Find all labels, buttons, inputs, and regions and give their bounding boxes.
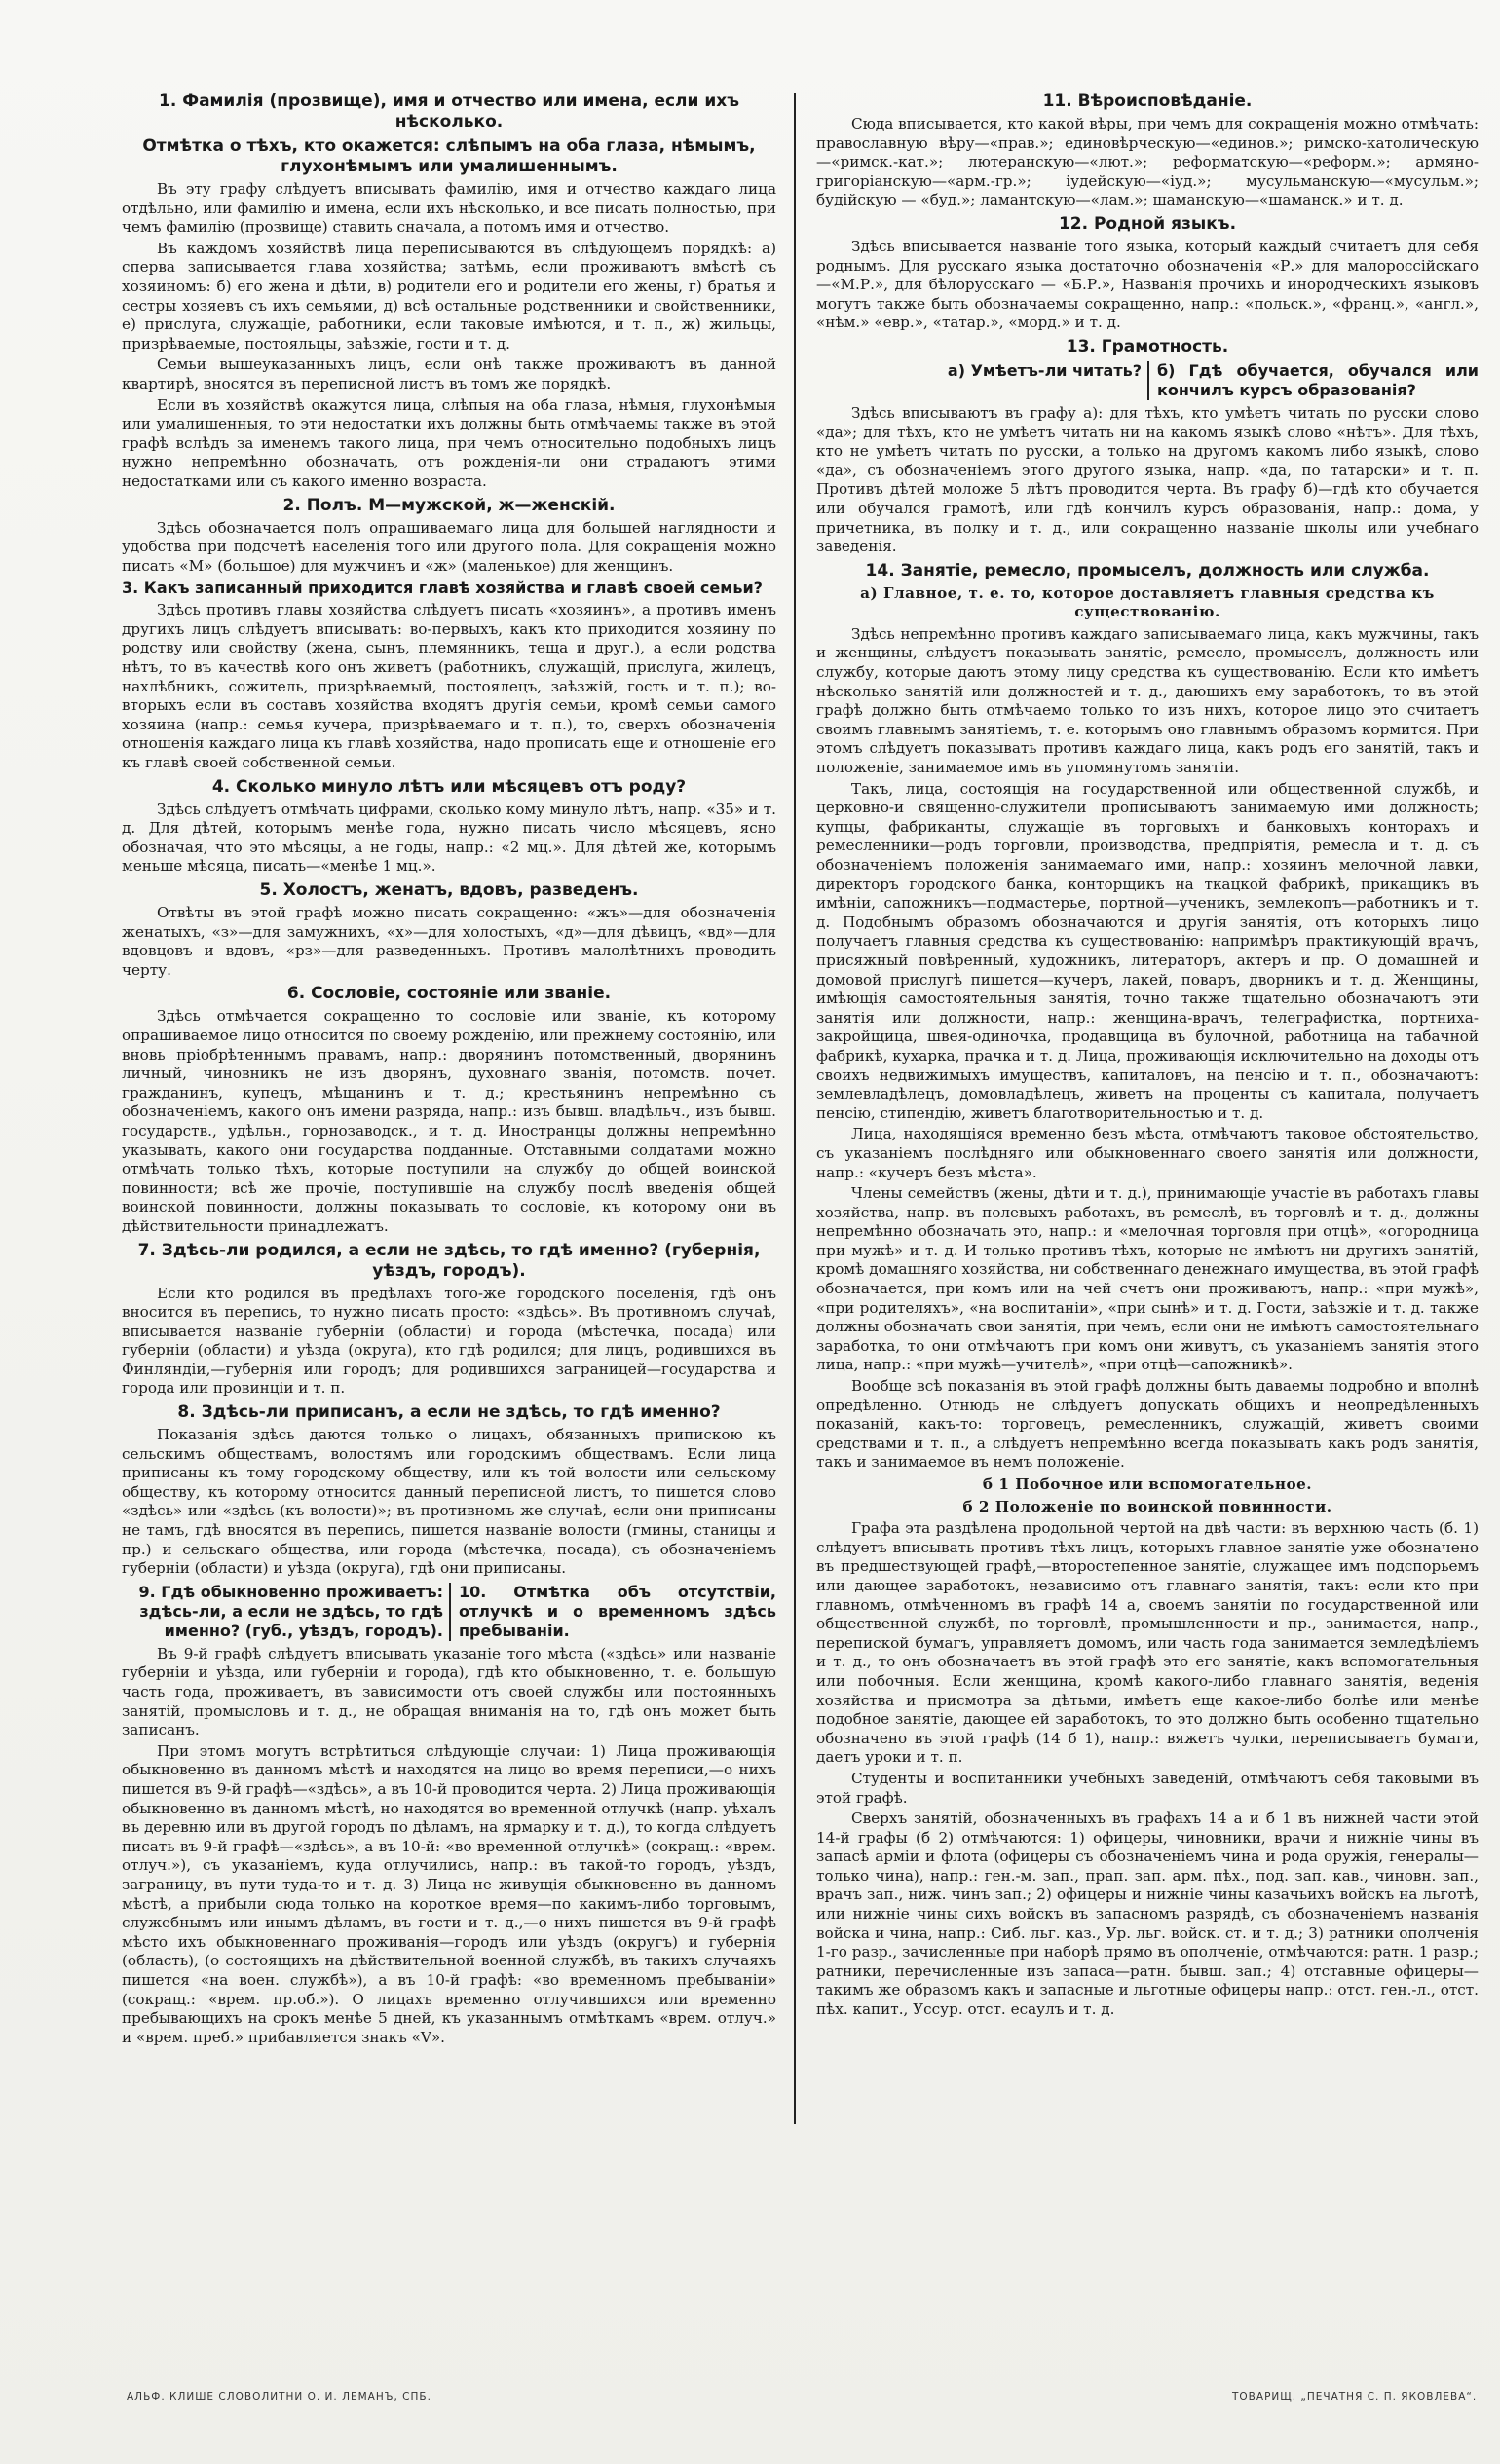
column-divider	[794, 93, 796, 2124]
paragraph: Въ каждомъ хозяйствѣ лица переписываются въ слѣдующемъ порядкѣ: а) сперва записывается глава хозяйства; затѣмъ, если проживаютъ вмѣстѣ съ хозяиномъ: б) его жена и дѣти, в) родители его и родители его жены, г) братья и сестры хозяевъ съ ихъ семьями, д) всѣ остальные родственники и свойственники, е) прислуга, служащіе, работники, если таковые имѣются, и т. п., ж) жильцы, призрѣваемые, постояльцы, заѣзжіе, гости и т. д.	[122, 239, 776, 353]
paragraph: Въ эту графу слѣдуетъ вписывать фамилію, имя и отчество каждаго лица отдѣльно, или фамилію и имена, если ихъ нѣсколько, и все писать полностью, при чемъ фамилію (прозвище) ставить сначала, а потомъ имя и отчество.	[122, 180, 776, 237]
section-heading-10: 10. Отмѣтка объ отсутствіи, отлучкѣ и о временномъ здѣсь пребываніи.	[449, 1583, 776, 1641]
paragraph: Въ 9-й графѣ слѣдуетъ вписывать указаніе того мѣста («здѣсь» или названіе губерніи и уѣзда, или губерніи и города), гдѣ кто обыкновенно, т. е. большую часть года, проживаетъ, въ зависимости отъ своей службы или постоянныхъ занятій, промысловъ и т. д., не обращая вниманія на то, гдѣ онъ может быть записанъ.	[122, 1644, 776, 1739]
paragraph: Если въ хозяйствѣ окажутся лица, слѣпыя на оба глаза, нѣмыя, глухонѣмыя или умалишенныя, то эти недостатки ихъ должны быть отмѣчаемы также въ этой графѣ вслѣдъ за именемъ такого лица, при чемъ относительно подобныхъ лицъ нужно непремѣнно обозначать, отъ рожденія-ли они страдаютъ этими недостатками или съ какого именно возраста.	[122, 395, 776, 490]
section-heading-1: 1. Фамилія (прозвище), имя и отчество или имена, если ихъ нѣсколько.	[159, 92, 739, 131]
section-subheading-14b1: б 1 Побочное или вспомогательное.	[982, 1475, 1313, 1493]
printer-credit-left: АЛЬФ. КЛИШЕ СЛОВОЛИТНИ О. И. ЛЕМАНЪ, СПБ.	[127, 2391, 431, 2403]
paragraph: Лица, находящіяся временно безъ мѣста, отмѣчаютъ таковое обстоятельство, съ указаніемъ послѣдняго или обыкновеннаго своего занятія или должности, напр.: «кучеръ безъ мѣста».	[816, 1125, 1479, 1181]
section-heading-13b: б) Гдѣ обучается, обучался или кончилъ курсъ образованія?	[1147, 361, 1479, 400]
headings-9-10	[122, 1583, 776, 1641]
paragraph: Такъ, лица, состоящія на государственной или общественной службѣ, и церковно-и священно-служители прописываютъ занимаемую ими должность; купцы, фабриканты, служащіе въ торговыхъ и банковыхъ конторахъ и ремесленники—родъ торговли, производства, предпріятія, ремесла и т. д. съ обозначеніемъ положенія занимаемаго ими, напр.: хозяинъ мелочной лавки, директоръ городского банка, конторщикъ на ткацкой фабрикѣ, прикащикъ въ имѣніи, сапожникъ—подмастерье, портной—ученикъ, землекопъ—работникъ и т. д. Подобнымъ образомъ обозначаются и другія занятія, отъ которыхъ лицо получаетъ главныя средства къ существованію: напримѣръ практикующій врачъ, присяжный повѣренный, художникъ, литераторъ, актеръ и пр. О домашней и домовой прислугѣ пишется—кучеръ, лакей, поваръ, дворникъ и т. д. Женщины, имѣющія самостоятельныя занятія, точно также тщательно обозначаютъ эти занятія или должности, напр.: женщина-врачъ, телеграфистка, портниха-закройщица, швея-одиночка, продавщица въ булочной, работница на табачной фабрикѣ, кухарка, прачка и т. д. Лица, проживающія исключительно на доходы отъ своихъ недвижимыхъ имуществъ, капиталовъ, на пенсію и т. п., обозначаютъ: землевладѣлецъ, домовладѣлецъ, живетъ на проценты съ капитала, получаетъ пенсію, стипендію, живетъ благотворительностью и т. д.	[816, 779, 1479, 1122]
paragraph: Отвѣты въ этой графѣ можно писать сокращенно: «жъ»—для обозначенія женатыхъ, «з»—для замужнихъ, «х»—для холостыхъ, «д»—для дѣвицъ, «вд»—для вдовцовъ и вдовъ, «рз»—для разведенныхъ. Противъ малолѣтнихъ проводить черту.	[122, 904, 776, 979]
paragraph: При этомъ могутъ встрѣтиться слѣдующіе случаи: 1) Лица проживающія обыкновенно въ данномъ мѣстѣ и находятся на лицо во время переписи,—о нихъ пишется въ 9-й графѣ—«здѣсь», а въ 10-й проводится черта. 2) Лица проживающія обыкновенно въ данномъ мѣстѣ, но находятся во временной отлучкѣ (напр. уѣхалъ въ деревню или въ другой городъ по дѣламъ, на ярмарку и т. д.), то когда слѣдуетъ писать въ 9-й графѣ—«здѣсь», а въ 10-й: «во временной отлучкѣ» (сокращ.: «врем. отлуч.»), съ указаніемъ, куда отлучились, напр.: въ такой-то городъ, уѣздъ, заграницу, въ пути туда-то и т. д. 3) Лица не живущія обыкновенно въ данномъ мѣстѣ, а прибыли сюда только на короткое время—по какимъ-либо торговымъ, служебнымъ или инымъ дѣламъ, въ гости и т. д.,—о нихъ пишется въ 9-й графѣ мѣсто ихъ обыкновеннаго проживанія—городъ или уѣздъ (округъ) и губернія (область), (о состоящихъ на дѣйствительной военной службѣ, въ такихъ случаяхъ пишется «на воен. службѣ»), а въ 10-й графѣ: «во временномъ пребываніи» (сокращ.: «врем. пр.об.»). О лицахъ временно отлучившихся или временно пребывающихъ на срокъ менѣе 5 дней, къ указаннымъ отмѣткамъ «врем. отлуч.» и «врем. преб.» прибавляется знакъ «V».	[122, 1741, 776, 2046]
paragraph: Здѣсь непремѣнно противъ каждаго записываемаго лица, какъ мужчины, такъ и женщины, слѣдуетъ показывать занятіе, ремесло, промыселъ, должность или службу, которые даютъ этому лицу средства къ существованію. Если кто имѣетъ нѣсколько занятій или должностей и т. д., дающихъ ему заработокъ, то въ этой графѣ должно быть отмѣчаемо только то изъ нихъ, которое лицо это считаетъ своимъ главнымъ занятіемъ, т. е. которымъ оно главнымъ образомъ кормится. При этомъ слѣдуетъ показывать противъ каждаго лица, какъ родъ его занятій, такъ и положеніе, занимаемое имъ въ упомянутомъ занятіи.	[816, 624, 1479, 777]
section-subheading-14b2: б 2 Положеніе по воинской повинности.	[962, 1497, 1332, 1515]
paragraph: Студенты и воспитанники учебныхъ заведеній, отмѣчаютъ себя таковыми въ этой графѣ.	[816, 1769, 1479, 1807]
section-heading-8: 8. Здѣсь-ли приписанъ, а если не здѣсь, то гдѣ именно?	[177, 1402, 721, 1423]
section-heading-6: 6. Сословіе, состояніе или званіе.	[286, 984, 612, 1004]
section-subheading-1: Отмѣтка о тѣхъ, кто окажется: слѣпымъ на оба глаза, нѣмымъ, глухонѣмымъ или умалишеннымъ.	[142, 136, 756, 176]
paragraph: Здѣсь противъ главы хозяйства слѣдуетъ писать «хозяинъ», а противъ именъ другихъ лицъ слѣдуетъ вписывать: во-первыхъ, какъ кто приходится хозяину по родству или свойству (жена, сынъ, племянникъ, теща и друг.), а если родства нѣтъ, то въ качествѣ кого онъ живетъ (работникъ, служащій, прислуга, жилецъ, нахлѣбникъ, сожитель, призрѣваемый, постоялецъ, заѣзжій, гость и т. п.); во-вторыхъ если въ составъ хозяйства входятъ другія семьи, кромѣ семьи самого хозяина (напр.: семья кучера, призрѣваемаго и т. п.), то, сверхъ обозначенія отношенія каждаго лица къ главѣ хозяйства, надо прописать еще и отношеніе его къ главѣ своей собственной семьи.	[122, 601, 776, 772]
section-heading-11: 11. Вѣроисповѣданіе.	[1042, 92, 1253, 111]
section-heading-9: 9. Гдѣ обыкновенно проживаетъ: здѣсь-ли, а если не здѣсь, то гдѣ именно? (губ., уѣздъ, городъ).	[138, 1582, 443, 1640]
section-heading-13a: а) Умѣетъ-ли читать?	[947, 360, 1142, 380]
section-heading-12: 12. Родной языкъ.	[1058, 213, 1237, 234]
headings-13a-13b	[816, 361, 1479, 400]
paragraph: Сюда вписывается, кто какой вѣры, при чемъ для сокращенія можно отмѣчать: православную вѣру—«прав.»; единовѣрческую—«единов.»; римско-католическую—«римск.-кат.»; лютеранскую—«лют.»; реформатскую—«реформ.»; армяно-григоріанскую—«арм.-гр.»; іудейскую—«іуд.»; мусульманскую—«мусульм.»; будійскую — «буд.»; ламантскую—«лам.»; шаманскую—«шаманск.» и т. д.	[816, 115, 1479, 209]
paragraph: Здѣсь отмѣчается сокращенно то сословіе или званіе, къ которому опрашиваемое лицо относится по своему рожденію, или прежнему состоянію, или вновь пріобрѣтеннымъ правамъ, напр.: дворянинъ потомственный, дворянинъ личный, чиновникъ не изъ дворянъ, духовнаго званія, потомств. почет. гражданинъ, купецъ, мѣщанинъ и т. д.; крестьянинъ непремѣнно съ обозначеніемъ, какого онъ имени разряда, напр.: изъ бывш. владѣльч., изъ бывш. государств., удѣльн., горнозаводск., и т. д. Иностранцы должны непремѣнно указывать, какого они государства подданные. Отставными солдатами можно отмѣчать только тѣхъ, которые поступили на службу до общей воинской повинности; всѣ же прочіе, поступившіе на службу послѣ введенія общей воинской повинности, должны показывать то сословіе, къ которому они въ дѣйствительности принадлежатъ.	[122, 1007, 776, 1235]
paragraph: Здѣсь слѣдуетъ отмѣчать цифрами, сколько кому минуло лѣтъ, напр. «35» и т. д. Для дѣтей, которымъ менѣе года, нужно писать число мѣсяцевъ, ясно обозначая, что это мѣсяцы, а не годы, напр.: «2 мц.». Для дѣтей же, которымъ меньше мѣсяца, писать—«менѣе 1 мц.».	[122, 800, 776, 876]
section-heading-3: 3. Какъ записанный приходится главѣ хозяйства и главѣ своей семьи?	[122, 579, 763, 598]
paragraph: Вообще всѣ показанія въ этой графѣ должны быть даваемы подробно и вполнѣ опредѣленно. Отнюдь не слѣдуетъ допускать общихъ и неопредѣленныхъ показаній, какъ-то: торговецъ, ремесленникъ, служащій, живетъ своими средствами и т. п., а слѣдуетъ непремѣнно всегда показывать какъ родъ занятія, такъ и занимаемое въ немъ положеніе.	[816, 1377, 1479, 1472]
paragraph: Семьи вышеуказанныхъ лицъ, если онѣ также проживаютъ въ данной квартирѣ, вносятся въ переписной листъ въ томъ же порядкѣ.	[122, 355, 776, 392]
left-column	[122, 88, 776, 2049]
paragraph: Сверхъ занятій, обозначенныхъ въ графахъ 14 а и б 1 въ нижней части этой 14-й графы (б 2) отмѣчаются: 1) офицеры, чиновники, врачи и нижніе чины въ запасѣ арміи и флота (офицеры съ обозначеніемъ чина и рода оружія, генералы—только чина), напр.: ген.-м. зап., прап. зап. арм. пѣх., под. зап. кав., чиновн. зап., врачъ зап., ниж. чинъ зап.; 2) офицеры и нижніе чины казачьихъ войскъ на льготѣ, или нижніе чины сихъ войскъ въ запасномъ разрядѣ, съ обозначеніемъ названія войска и чина, напр.: Сиб. льг. каз., Ур. льг. войск. ст. и т. д.; 3) ратники ополченія 1-го разр., зачисленные при наборѣ прямо въ ополченіе, отмѣчаются: ратн. 1 разр.; ратники, перечисленные изъ запаса—ратн. бывш. зап.; 4) отставные офицеры—такимъ же образомъ какъ и запасные и льготные офицеры напр.: отст. ген.-л., отст. пѣх. капит., Уссур. отст. есаулъ и т. д.	[816, 1810, 1479, 2019]
paragraph: Показанія здѣсь даются только о лицахъ, обязанныхъ припискою къ сельскимъ обществамъ, волостямъ или городскимъ обществамъ. Если лица приписаны къ тому городскому обществу, или къ той волости или сельскому обществу, къ которому относится данный переписной листъ, то пишется слово «здѣсь» или «здѣсь (къ волости)»; въ противномъ же случаѣ, если они приписаны не тамъ, гдѣ вносятся въ перепись, пишется названіе волости (гмины, станицы и пр.) и сельскаго общества, или города (мѣстечка, посада), съ обозначеніемъ губерніи (области) и уѣзда (округа), гдѣ они приписаны.	[122, 1426, 776, 1578]
paragraph: Здѣсь вписываютъ въ графу а): для тѣхъ, кто умѣетъ читать по русски слово «да»; для тѣхъ, кто не умѣетъ читать ни на какомъ языкѣ слово «нѣтъ». Для тѣхъ, кто не умѣетъ читать по русски, а только на другомъ какомъ либо языкѣ, слово «да», съ обозначеніемъ этого другого языка, напр. «да, по татарски» и т. п. Противъ дѣтей моложе 5 лѣтъ проводится черта. Въ графу б)—гдѣ кто обучается или обучался грамотѣ, или гдѣ кончилъ курсъ образованія, напр.: дома, у причетника, въ полку и т. д., или сокращенно названіе школы или учебнаго заведенія.	[816, 403, 1479, 556]
section-heading-2: 2. Полъ. М—мужской, ж—женскій.	[282, 495, 616, 515]
printer-credit-right: ТОВАРИЩ. „ПЕЧАТНЯ С. П. ЯКОВЛЕВА“.	[1232, 2391, 1478, 2403]
paragraph: Графа эта раздѣлена продольной чертой на двѣ части: въ верхнюю часть (б. 1) слѣдуетъ вписывать противъ тѣхъ лицъ, которыхъ главное занятіе уже обозначено въ предшествующей графѣ,—второстепенное занятіе, служащее имъ подспорьемъ или дающее заработокъ, независимо отъ главнаго занятія, такъ: если кто при главномъ, отмѣченномъ въ графѣ 14 а, своемъ занятіи по государственной или общественной службѣ, по торговлѣ, промышленности и пр., занимается, напр., перепиской бумагъ, управляетъ домомъ, или часть года занимается земледѣліемъ и т. д., то онъ обозначаетъ въ этой графѣ это его занятіе, какъ вспомогательныя или побочныя. Если женщина, кромѣ какого-либо главнаго занятія, веденія хозяйства и присмотра за дѣтьми, имѣетъ еще какое-либо болѣе или менѣе подобное занятіе, дающее ей заработокъ, то это должно быть особенно тщательно обозначено въ этой графѣ (14 б 1), напр.: вяжетъ чулки, переписываетъ бумаги, даетъ уроки и т. п.	[816, 1519, 1479, 1767]
section-heading-5: 5. Холостъ, женатъ, вдовъ, разведенъ.	[259, 880, 639, 900]
section-subheading-14a: а) Главное, т. е. то, которое доставляетъ главныя средства къ существованію.	[860, 583, 1435, 621]
section-heading-7: 7. Здѣсь-ли родился, а если не здѣсь, то гдѣ именно? (губернія, уѣздъ, городъ).	[137, 1240, 761, 1281]
paragraph: Члены семействъ (жены, дѣти и т. д.), принимающіе участіе въ работахъ главы хозяйства, напр. въ полевыхъ работахъ, въ ремеслѣ, въ торговлѣ и т. д., должны непремѣнно обозначать это, напр.: и «мелочная торговля при отцѣ», «огородница при мужѣ» и т. д. И только противъ тѣхъ, которые не имѣютъ ни другихъ занятій, кромѣ домашняго хозяйства, ни собственнаго денежнаго имущества, въ этой графѣ обозначается, при комъ или на чей счетъ они проживаютъ, напр.: «при мужѣ», «при родителяхъ», «на воспитаніи», «при сынѣ» и т. д. Гости, заѣзжіе и т. д. также должны обозначать свои занятія, при чемъ, если они не имѣютъ самостоятельнаго заработка, то они отмѣчаютъ при комъ они живутъ, съ указаніемъ занятія этого лица, напр.: «при мужѣ—учителѣ», «при отцѣ—сапожникѣ».	[816, 1184, 1479, 1374]
section-heading-13: 13. Грамотность.	[1066, 336, 1229, 356]
paragraph: Здѣсь вписывается названіе того языка, который каждый считаетъ для себя роднымъ. Для русскаго языка достаточно обозначенія «Р.» для малороссійскаго—«М.Р.», для бѣлорусскаго — «Б.Р.», Названія прочихъ и инородческихъ языковъ могутъ также быть обозначаемы сокращенно, напр.: «польск.», «франц.», «англ.», «нѣм.» «евр.», «татар.», «морд.» и т. д.	[816, 237, 1479, 332]
paragraph: Здѣсь обозначается полъ опрашиваемаго лица для большей наглядности и удобства при подсчетѣ населенія того или другого пола. Для сокращенія можно писать «М» (большое) для мужчинъ и «ж» (маленькое) для женщинъ.	[122, 518, 776, 575]
paragraph: Если кто родился въ предѣлахъ того-же городского поселенія, гдѣ онъ вносится въ перепись, то нужно писать просто: «здѣсь». Въ противномъ случаѣ, вписывается названіе губерніи (области) и города (мѣстечка, посада) или губерніи (области) и уѣзда (округа), кто гдѣ родился; для лицъ, родившихся въ Финляндіи,—губернія или городъ; для родившихся заграницей—государства и города или провинціи и т. п.	[122, 1284, 776, 1398]
right-column	[816, 88, 1479, 2022]
section-heading-14: 14. Занятіе, ремесло, промыселъ, должность или служба.	[865, 560, 1430, 580]
section-heading-4: 4. Сколько минуло лѣтъ или мѣсяцевъ отъ роду?	[211, 776, 687, 797]
